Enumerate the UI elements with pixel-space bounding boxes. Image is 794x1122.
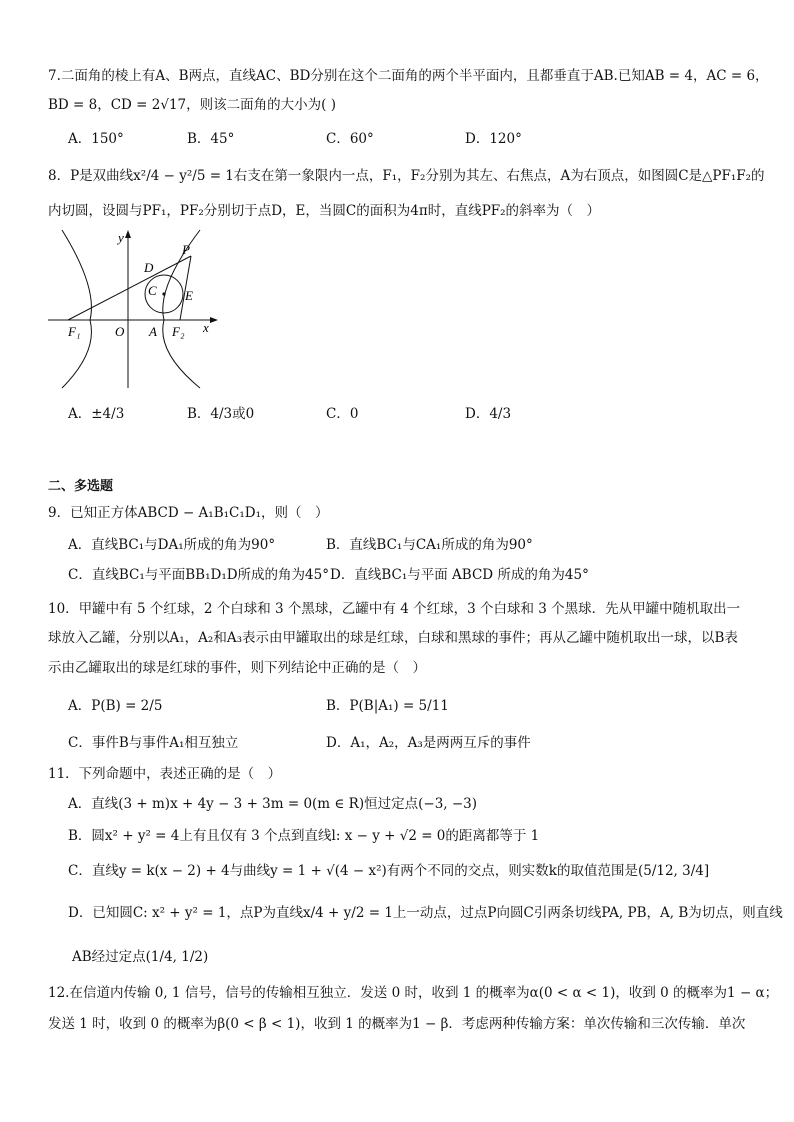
y-axis-arrow	[125, 230, 131, 238]
q8-stem-line2: 内切圆，设圆与PF₁，PF₂分别切于点D，E，当圆C的面积为4π时，直线PF₂的斜率为（ ）	[48, 203, 601, 219]
q11-option-d-line2: AB经过定点(1/4, 1/2)	[72, 949, 209, 965]
label-p: P	[182, 242, 190, 257]
q7-option-c: C．60°	[326, 131, 374, 147]
x-axis-arrow	[210, 317, 218, 323]
q10-stem-line3: 示由乙罐取出的球是红球的事件，则下列结论中正确的是（ ）	[48, 660, 426, 676]
q9-stem: 9．已知正方体ABCD − A₁B₁C₁D₁，则（ ）	[48, 505, 329, 521]
center-c-dot	[162, 292, 165, 295]
q7-option-b: B．45°	[187, 131, 235, 147]
label-o: O	[115, 324, 125, 339]
q10-option-d: D．A₁，A₂，A₃是两两互斥的事件	[326, 735, 531, 751]
q8-option-c: C．0	[326, 406, 359, 422]
q9-option-c: C．直线BC₁与平面BB₁D₁D所成的角为45°	[68, 567, 329, 583]
q12-stem-line2: 发送 1 时，收到 0 的概率为β(0 < β < 1)，收到 1 的概率为1 − β．考虑两种传输方案：单次传输和三次传输．单次	[48, 1016, 746, 1032]
q7-stem-line1: 7.二面角的棱上有A、B两点，直线AC、BD分别在这个二面角的两个半平面内，且都垂直于AB.已知AB = 4，AC = 6，	[48, 68, 769, 84]
hyperbola-left-branch	[62, 230, 91, 388]
label-f2: F₂	[172, 324, 185, 339]
q10-option-b: B．P(B|A₁) = 5/11	[326, 698, 449, 714]
q11-stem: 11．下列命题中，表述正确的是（ ）	[48, 766, 282, 782]
q9-option-b: B．直线BC₁与CA₁所成的角为90°	[326, 537, 533, 553]
q11-option-d-line1: D．已知圆C: x² + y² = 1，点P为直线x/4 + y/2 = 1上一动点，过点P向圆C引两条切线PA, PB，A, B为切点，则直线	[68, 905, 783, 921]
q7-option-a: A．150°	[68, 131, 124, 147]
q8-option-d: D．4/3	[465, 406, 512, 422]
q8-option-a: A．±4/3	[68, 406, 125, 422]
q12-stem-line1: 12.在信道内传输 0, 1 信号，信号的传输相互独立．发送 0 时，收到 1 的概率为α(0 < α < 1)，收到 0 的概率为1 − α；	[48, 985, 779, 1001]
q7-stem-line2: BD = 8，CD = 2√17，则该二面角的大小为( )	[48, 97, 336, 113]
hyperbola-figure	[48, 228, 228, 390]
label-f1: F₁	[68, 324, 81, 339]
q11-option-c: C．直线y = k(x − 2) + 4与曲线y = 1 + √(4 − x²)有两个不同的交点，则实数k的取值范围是(5/12, 3/4]	[68, 863, 710, 879]
q8-stem-line1: 8．P是双曲线x²/4 − y²/5 = 1右支在第一象限内一点，F₁，F₂分别为其左、右焦点，A为右顶点，如图圆C是△PF₁F₂的	[48, 168, 765, 184]
label-x: x	[203, 320, 209, 335]
q7-option-d: D．120°	[465, 131, 522, 147]
q10-option-c: C．事件B与事件A₁相互独立	[68, 735, 239, 751]
q11-option-a: A．直线(3 + m)x + 4y − 3 + 3m = 0(m ∈ R)恒过定点(−3, −3)	[68, 796, 478, 812]
q8-option-b: B．4/3或0	[187, 406, 255, 422]
label-d: D	[144, 260, 154, 275]
segment-pf1	[68, 256, 191, 320]
q9-option-a: A．直线BC₁与DA₁所成的角为90°	[68, 537, 276, 553]
label-y: y	[118, 230, 124, 245]
label-e: E	[185, 288, 193, 303]
q11-option-b: B．圆x² + y² = 4上有且仅有 3 个点到直线l: x − y + √2 = 0的距离都等于 1	[68, 828, 540, 844]
q10-stem-line1: 10．甲罐中有 5 个红球，2 个白球和 3 个黑球，乙罐中有 4 个红球，3 个白球和 3 个黑球．先从甲罐中随机取出一	[48, 601, 741, 617]
q10-stem-line2: 球放入乙罐，分别以A₁，A₂和A₃表示由甲罐取出的球是红球，白球和黑球的事件；再从乙罐中随机取出一球，以B表	[48, 630, 738, 646]
q9-option-d: D．直线BC₁与平面 ABCD 所成的角为45°	[330, 567, 589, 583]
label-a: A	[149, 324, 157, 339]
q10-option-a: A．P(B) = 2/5	[68, 698, 163, 714]
label-c: C	[148, 283, 157, 298]
section-title: 二、多选题	[48, 479, 114, 494]
